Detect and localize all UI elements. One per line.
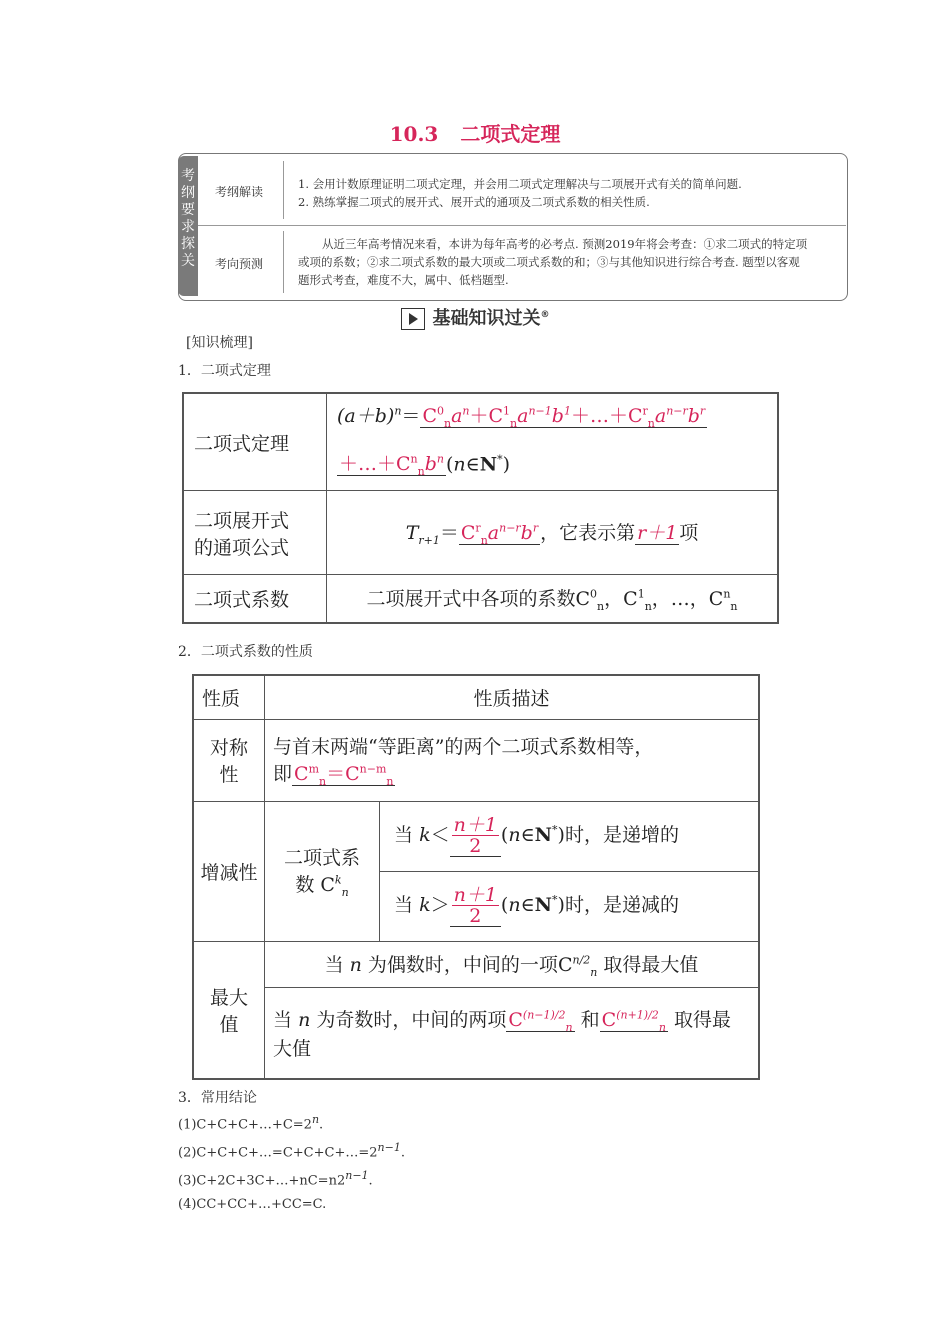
conclusion-item: $(1)C+C+C+\dots+C=2^n$. [178, 1113, 324, 1133]
row-label: 二项式定理 [183, 393, 327, 491]
divider [283, 161, 284, 219]
conclusion-item: (4)CC+CC+…+CC=C. [178, 1197, 327, 1212]
table-header: 性质 [193, 675, 265, 719]
outline-forecast-line: 从近三年高考情况来看，本讲为每年高考的必考点. 预测2019年将会考查：①求二项式的特定项 [322, 237, 808, 251]
outline-forecast-line: 或项的系数；②求二项式系数的最大项或二项式系数的和；③与其他知识进行综合考查. 题型以客观 [298, 255, 800, 269]
max-even-case: 当 n 为偶数时，中间的一项$C^{n/2}_n$ 取得最大值 [265, 941, 760, 987]
section-banner: 基础知识过关® [0, 304, 950, 330]
outline-forecast-line: 题形式考查，难度不大，属中、低档题型. [298, 273, 509, 287]
increasing-condition: 当 k＜ $\frac{n+1}{2}$ (n∈N*)时，是递增的 [380, 801, 760, 871]
page-title: 10.3 二项式定理 [389, 122, 561, 146]
conclusion-item: $(3)C+2C+3C+\dots+nC=n2^{n-1}$. [178, 1169, 373, 1189]
binomial-formula: $(a+b)^n=$ $C^0_na^n+C^1_na^{n-1}b^1+\dots+C^r_na^{n-r}b^r$ $+\dots+C^n_nb^n$ (n∈N*) [327, 393, 779, 491]
section-heading-1: 1．二项式定理 [178, 363, 271, 379]
divider [283, 231, 284, 293]
divider [198, 225, 846, 226]
row-label: 二项式系数 [183, 575, 327, 623]
outline-label-forecast: 考向预测 [215, 257, 264, 271]
section-heading-2: 2．二项式系数的性质 [178, 644, 313, 660]
outline-side-tab-label: 考纲要求探关 [181, 168, 195, 269]
property-symmetry: 对称 性 [193, 719, 265, 801]
property-monotonicity: 增减性 [193, 801, 265, 941]
outline-syllabus-line: 1. 会用计数原理证明二项式定理，并会用二项式定理解决与二项展开式有关的简单问题. [298, 177, 742, 191]
max-odd-case: 当 n 为奇数时，中间的两项 $C^{(n-1)/2}_n$ 和 $C^{(n+1)/2}_n$ 取得最 大值 [265, 987, 760, 1079]
binomial-theorem-table [182, 392, 779, 624]
section-heading-3: 3．常用结论 [178, 1090, 257, 1106]
outline-syllabus-line: 2. 熟练掌握二项式的展开式、展开式的通项及二项式系数的相关性质. [298, 195, 650, 209]
symmetry-description: 与首末两端“等距离”的两个二项式系数相等， 即 $C^m_n=C^{n-m}_n$ [265, 719, 760, 801]
monotonicity-subject: 二项式系 数 $C^k_n$ [265, 801, 380, 941]
coefficient-properties-table [192, 674, 760, 1080]
play-icon [401, 308, 425, 330]
property-maximum: 最大 值 [193, 941, 265, 1079]
conclusion-item: $(2)C+C+C+\dots=C+C+C+\dots=2^{n-1}$. [178, 1141, 405, 1161]
table-header: 性质描述 [265, 675, 760, 719]
row-label: 二项展开式 的通项公式 [183, 491, 327, 575]
coefficient-description: 二项展开式中各项的系数$C^0_n$，$C^1_n$，…，$C^n_n$ [327, 575, 779, 623]
knowledge-heading: [知识梳理] [186, 335, 253, 351]
outline-label-syllabus: 考纲解读 [215, 185, 264, 199]
registered-icon: ® [540, 310, 550, 320]
general-term: $T_{r+1}= C^r_na^{n-r}b^r$ ，它表示第 r＋1 项 [327, 491, 779, 575]
decreasing-condition: 当 k＞ $\frac{n+1}{2}$ (n∈N*)时，是递减的 [380, 871, 760, 941]
